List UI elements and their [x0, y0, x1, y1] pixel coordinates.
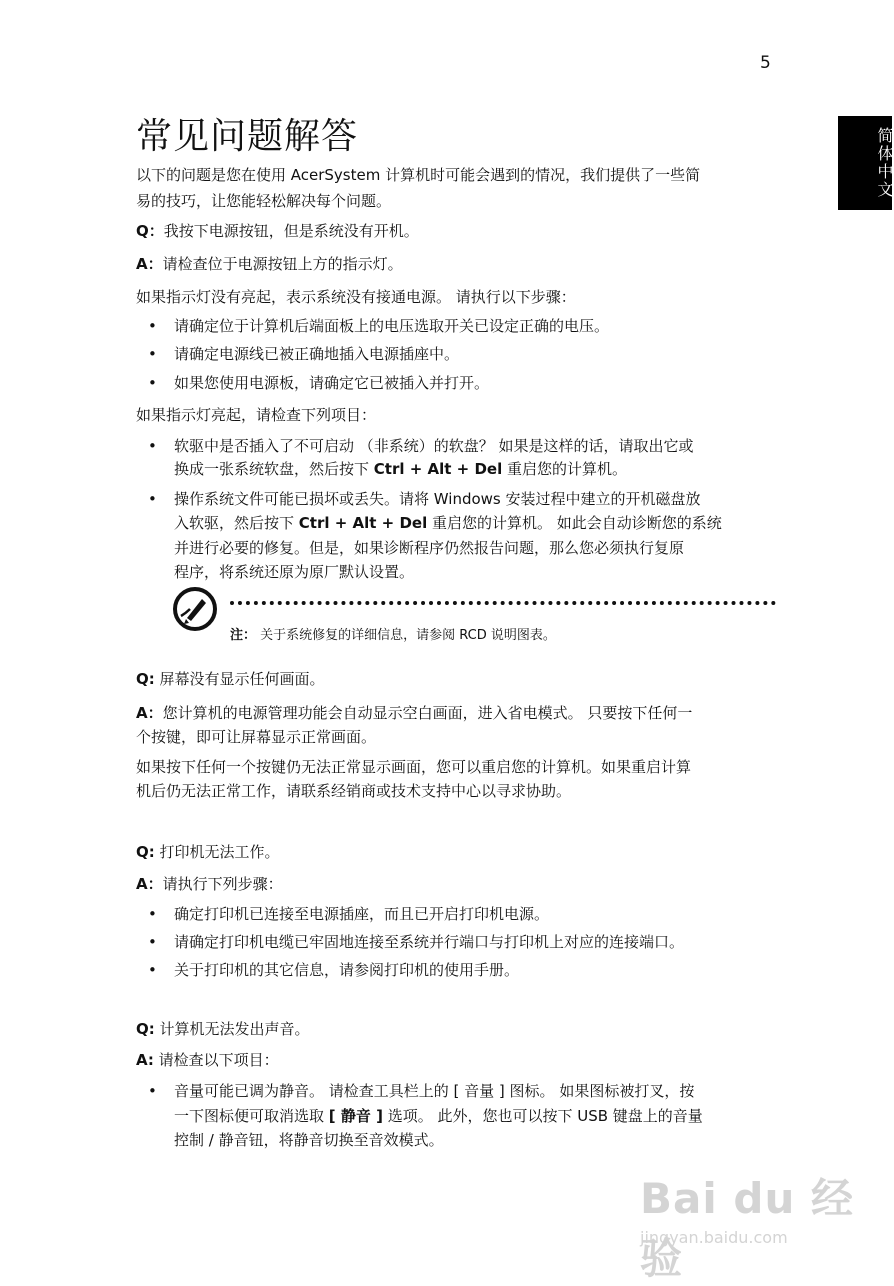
intro-line-2: 易的技巧，让您能轻松解决每个问题。	[136, 192, 392, 210]
text-run: 选项。 此外，您也可以按下 USB 键盘上的音量	[382, 1107, 703, 1125]
restart-line-1: 如果按下任何一个按键仍无法正常显示画面，您可以重启您的计算机。如果重启计算	[136, 758, 692, 776]
answer-text: 请执行下列步骤：	[162, 875, 283, 893]
text-run: 一下图标便可取消选取	[174, 1107, 329, 1125]
watermark-brand: Bai du 经验	[640, 1174, 854, 1283]
bullet: •	[148, 374, 157, 392]
text-run: 入软驱，然后按下	[174, 514, 299, 532]
language-tab-label: 简体中文	[875, 127, 894, 199]
list-item-sound-line-1: 音量可能已调为静音。 请检查工具栏上的 [ 音量 ] 图标。 如果图标被打叉，按	[174, 1082, 695, 1100]
answer-power	[136, 251, 776, 277]
answer-screen-line-1	[136, 700, 776, 726]
restart-line-2: 机后仍无法正常工作，请联系经销商或技术支持中心以寻求协助。	[136, 782, 572, 800]
list-item-floppy-line-1: 软驱中是否插入了不可启动 （非系统）的软盘？ 如果是这样的话，请取出它或	[174, 437, 694, 455]
list-item: 请确定电源线已被正确地插入电源插座中。	[174, 345, 460, 363]
page-title: 常见问题解答	[136, 116, 359, 157]
list-item: 请确定位于计算机后端面板上的电压选取开关已设定正确的电压。	[174, 317, 610, 335]
list-item: 请确定打印机电缆已牢固地连接至系统并行端口与打印机上对应的连接端口。	[174, 933, 685, 951]
bullet: •	[148, 905, 157, 923]
question-text: 计算机无法发出声音。	[154, 1020, 310, 1038]
bullet: •	[148, 1082, 157, 1100]
bullet: •	[148, 933, 157, 951]
q-label: Q：	[136, 222, 164, 240]
note-body: 关于系统修复的详细信息，请参阅 RCD 说明图表。	[256, 628, 556, 643]
list-item-os-line-1: 操作系统文件可能已损坏或丢失。请将 Windows 安装过程中建立的开机磁盘放	[174, 490, 701, 508]
answer-printer	[136, 871, 776, 897]
a-label: A：	[136, 875, 163, 893]
bullet: •	[148, 437, 157, 455]
key-combo: Ctrl + Alt + Del	[373, 460, 503, 478]
question-text: 屏幕没有显示任何画面。	[154, 670, 325, 688]
list-item-sound-line-2	[174, 1103, 779, 1129]
question-sound	[136, 1016, 776, 1042]
answer-text: 您计算机的电源管理功能会自动显示空白画面，进入省电模式。 只要按下任何一	[162, 704, 693, 722]
q-label: Q:	[136, 1020, 155, 1038]
note-pen-icon	[172, 586, 218, 632]
list-item-os-line-4: 程序，将系统还原为原厂默认设置。	[174, 563, 415, 581]
mute-option: [ 静音 ]	[328, 1107, 383, 1125]
note-label: 注：	[230, 628, 257, 643]
question-power	[136, 218, 776, 244]
a-label: A：	[136, 255, 163, 273]
text-run: 换成一张系统软盘，然后按下	[174, 460, 374, 478]
watermark-url: jingyan.baidu.com	[640, 1228, 788, 1247]
text-run: 重启您的计算机。 如此会自动诊断您的系统	[427, 514, 722, 532]
a-label: A：	[136, 704, 163, 722]
answer-screen-line-2: 个按键，即可让屏幕显示正常画面。	[136, 728, 377, 746]
note-divider	[230, 601, 776, 605]
bullet: •	[148, 345, 157, 363]
light-on-intro: 如果指示灯亮起，请检查下列项目：	[136, 406, 377, 424]
a-label: A:	[136, 1051, 154, 1069]
note-text	[230, 624, 556, 648]
question-text: 我按下电源按钮，但是系统没有开机。	[163, 222, 419, 240]
language-tab	[838, 116, 892, 210]
question-text: 打印机无法工作。	[154, 843, 280, 861]
bullet: •	[148, 961, 157, 979]
list-item: 确定打印机已连接至电源插座，而且已开启打印机电源。	[174, 905, 550, 923]
answer-text: 请检查以下项目：	[153, 1051, 279, 1069]
list-item-os-line-2	[174, 510, 779, 536]
list-item: 如果您使用电源板，请确定它已被插入并打开。	[174, 374, 490, 392]
q-label: Q:	[136, 843, 155, 861]
list-item: 关于打印机的其它信息，请参阅打印机的使用手册。	[174, 961, 520, 979]
text-run: 重启您的计算机。	[502, 460, 627, 478]
page-number: 5	[760, 53, 771, 73]
question-screen	[136, 666, 776, 692]
bullet: •	[148, 490, 157, 508]
key-combo: Ctrl + Alt + Del	[298, 514, 428, 532]
answer-sound	[136, 1047, 776, 1073]
list-item-sound-line-3: 控制 / 静音钮，将静音切换至音效模式。	[174, 1131, 444, 1149]
list-item-os-line-3: 并进行必要的修复。但是，如果诊断程序仍然报告问题，那么您必须执行复原	[174, 539, 685, 557]
list-item-floppy-line-2	[174, 456, 779, 482]
q-label: Q:	[136, 670, 155, 688]
baidu-jingyan-watermark	[640, 1140, 870, 1283]
bullet: •	[148, 317, 157, 335]
answer-text: 请检查位于电源按钮上方的指示灯。	[162, 255, 403, 273]
light-off-intro: 如果指示灯没有亮起，表示系统没有接通电源。 请执行以下步骤：	[136, 288, 576, 306]
question-printer	[136, 839, 776, 865]
intro-line-1: 以下的问题是您在使用 AcerSystem 计算机时可能会遇到的情况，我们提供了一些简	[136, 166, 701, 184]
